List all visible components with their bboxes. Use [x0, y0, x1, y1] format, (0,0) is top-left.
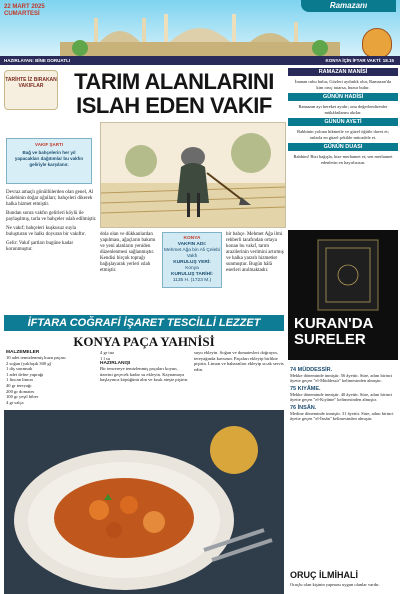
ingredients-column — [6, 350, 96, 405]
ayet-text: Rabbinin yoluna hikmetle ve güzel öğütle davet et; onlarla en güzel şekilde mücadele et. — [297, 129, 389, 140]
main-headline — [64, 70, 284, 118]
surah-text: Mekke döneminde inmiştir. 40 âyettir. Süre, adını birinci âyette geçen "el-Kıyâme" kelimesinden almıştır. — [290, 391, 393, 403]
surah-text: Mekke döneminde inmiştir. 56 âyettir. Süre, adını birinci âyette geçen "el-Müddessir" kelimesinden almıştır. — [290, 373, 393, 384]
masthead — [0, 0, 400, 58]
preparation-heading: HAZIRLANIŞI — [100, 361, 131, 367]
religious-sidebar — [288, 66, 398, 166]
dua-heading: GÜNÜN DUASI — [288, 143, 398, 151]
ingredient-item: 4 gr tuz — [100, 350, 115, 355]
ingredient-item: 100 gr yeşil biber — [6, 394, 39, 400]
weekday-text: CUMARTESİ — [4, 11, 40, 17]
hadis-text: Ramazan ayı bereket ayıdır; onu değerlendirenler mükâfatlarını alırlar. — [298, 104, 388, 115]
dish-photo — [4, 410, 284, 594]
article-column-middle: dola olan ve dükkanlardan yapılması, ağaçların bakımı ve yeni alanların yeniden düzenlenmesi sağlanmıştır. Kendisi birçok toprağı bağışlayarak yerleri ıslah etmiştir. — [100, 232, 156, 273]
headline-line-1: TARIM ALANLARINI — [74, 69, 274, 94]
date-text: 22 MART 2025 — [4, 4, 45, 10]
farmer-illustration — [100, 122, 286, 228]
preparation-text: Bir tencereye temizlenmiş paçaları koyun, üzerini geçecek kadar su ekleyin. Kaynamaya başlayınca köpüğünü alın ve kısık ateşte pişirin. — [100, 366, 189, 383]
surah-entry — [290, 367, 398, 384]
info-line: Konya — [185, 266, 199, 271]
article-column-left — [6, 190, 98, 256]
issue-date — [4, 4, 45, 18]
surah-entry — [290, 405, 398, 422]
ingredient-item: 40 gr tereyağı — [6, 382, 32, 388]
article-paragraph: Devraz amaçlı gönüllülerden olan genel, Al Galebinin doğar oğulları; bahçeleri dikerek halka hizmet etmiştir. — [6, 190, 94, 207]
series-badge: TARİHTE İZ BIRAKAN VAKIFLAR — [4, 70, 58, 110]
mosque-skyline-illustration — [60, 12, 340, 56]
ingredient-item: 1 adet defne yaprağı — [6, 371, 44, 377]
surah-heading: 76 İNSÂN. — [290, 404, 317, 411]
mani-text: İnanan ruhu bulur, Gözleri aydınlık olur, Ramazan'da kim oruç tutarsa, huzur bulur. — [295, 79, 391, 90]
foundation-condition-box — [6, 138, 92, 184]
surah-entry — [290, 386, 398, 403]
article-paragraph: Bundan sonra vakfın gelirleri köylü ile paylaşılmış, tarla ve bahçeler ıslah edilmiştir. — [6, 211, 97, 222]
info-line: Mehmet Ağa bin Ali Çelebi Vakfı — [164, 248, 220, 259]
ingredient-item: 200 gr domates — [6, 388, 35, 394]
ingredient-item: 10 adet temizlenmiş kuzu paçası — [6, 355, 66, 360]
ingredient-item: 1 diş sarımsak — [6, 366, 33, 372]
article-paragraph: Gelir: Vakıf şartları bugüne kadar korunmuştur. — [6, 241, 74, 252]
article-paragraph: Ne vakıf; bahçeleri kuşkusuz suyla buluşturan ve halkı doyuran bir vakıftır. — [6, 226, 86, 237]
dua-text: Rabbim! Bizi bağışla, bize merhamet et; sen merhamet edenlerin en hayırlısısın. — [293, 154, 393, 165]
recipe-column-2 — [100, 350, 190, 383]
quran-title-line-1: KURAN'DA — [294, 315, 374, 332]
article-column-right: bir bahçe. Mehmet Ağa ilmi rehberli tarafından ortaya konan bu vakıf, tarım arazilerinin verimini artırmış ve halka yararlı hizmetler sunmuştur. Bugün hâlâ eserleri anılmaktadır. — [226, 232, 284, 273]
headline-line-2: ISLAH EDEN VAKIF — [76, 93, 272, 118]
ingredient-item: 1 fincan limon — [6, 377, 33, 383]
info-bar — [0, 56, 400, 65]
surah-list — [290, 365, 398, 421]
quran-section-title — [294, 316, 373, 348]
foundation-info-box — [162, 232, 222, 288]
ingredients-heading: MALZEMELER — [6, 350, 40, 355]
recipe-column-3: suyu ekleyin. Soğan ve domatesleri doğrayın, tereyağında kavurun. Paçaları ekleyip birlikte pişirin. Limon ve baharatları ekleyip sıcak servis edin. — [194, 350, 284, 372]
iftar-time: KONYA İÇİN İFTAR VAKTİ: 18.15 — [325, 58, 394, 63]
quran-feature-image — [288, 230, 398, 360]
ayet-heading: GÜNÜN AYETİ — [288, 118, 398, 126]
brand-ribbon: Ramazanı — [301, 0, 396, 12]
hadis-heading: GÜNÜN HADİSİ — [288, 93, 398, 101]
fasting-guide-title: ORUÇ İLMİHALİ — [290, 570, 358, 580]
quran-title-line-2: SURELER — [294, 331, 366, 348]
editor-credit: HAZIRLAYAN: BİNE DORUATLI — [4, 58, 71, 63]
surah-heading: 74 MÜDDESSİR. — [290, 367, 333, 373]
mascot-illustration — [362, 28, 392, 58]
surah-heading: 75 KIYÂME. — [290, 385, 321, 392]
ingredient-item: 4 gr salça — [6, 399, 24, 405]
info-line: 1135 H. (1723 M.) — [172, 278, 212, 283]
recipe-banner: İFTARA COĞRAFİ İŞARET TESCİLLİ LEZZET — [4, 315, 284, 331]
recipe-title: KONYA PAÇA YAHNİSİ — [73, 334, 215, 349]
mani-heading: RAMAZAN MANİSİ — [288, 68, 398, 76]
box-text: Bağ ve bahçelerin her yıl yapacakları dağıtımlar bu vakfın geliriyle karşılanır. — [14, 150, 84, 167]
info-line: KURULUŞ YERİ: — [173, 260, 211, 265]
surah-text: Medine döneminde inmiştir. 31 âyettir. Süre, adını birinci âyette geçen "el-İnsân" kelimesinden almıştır. — [290, 410, 394, 422]
info-line: VAKFIN ADI: — [177, 242, 207, 247]
ingredient-item: 2 soğan (yaklaşık 300 g) — [6, 360, 52, 366]
fasting-guide-text: Oruçlu olan kişinin yapması uygun olanlar vardır. — [290, 582, 380, 587]
info-line: KURULUŞ TARİHİ: — [170, 272, 213, 277]
info-line: KONYA — [183, 236, 201, 241]
ingredient-item: 1 l su — [100, 355, 110, 361]
box-title: VAKIF ŞARTI — [35, 142, 63, 147]
